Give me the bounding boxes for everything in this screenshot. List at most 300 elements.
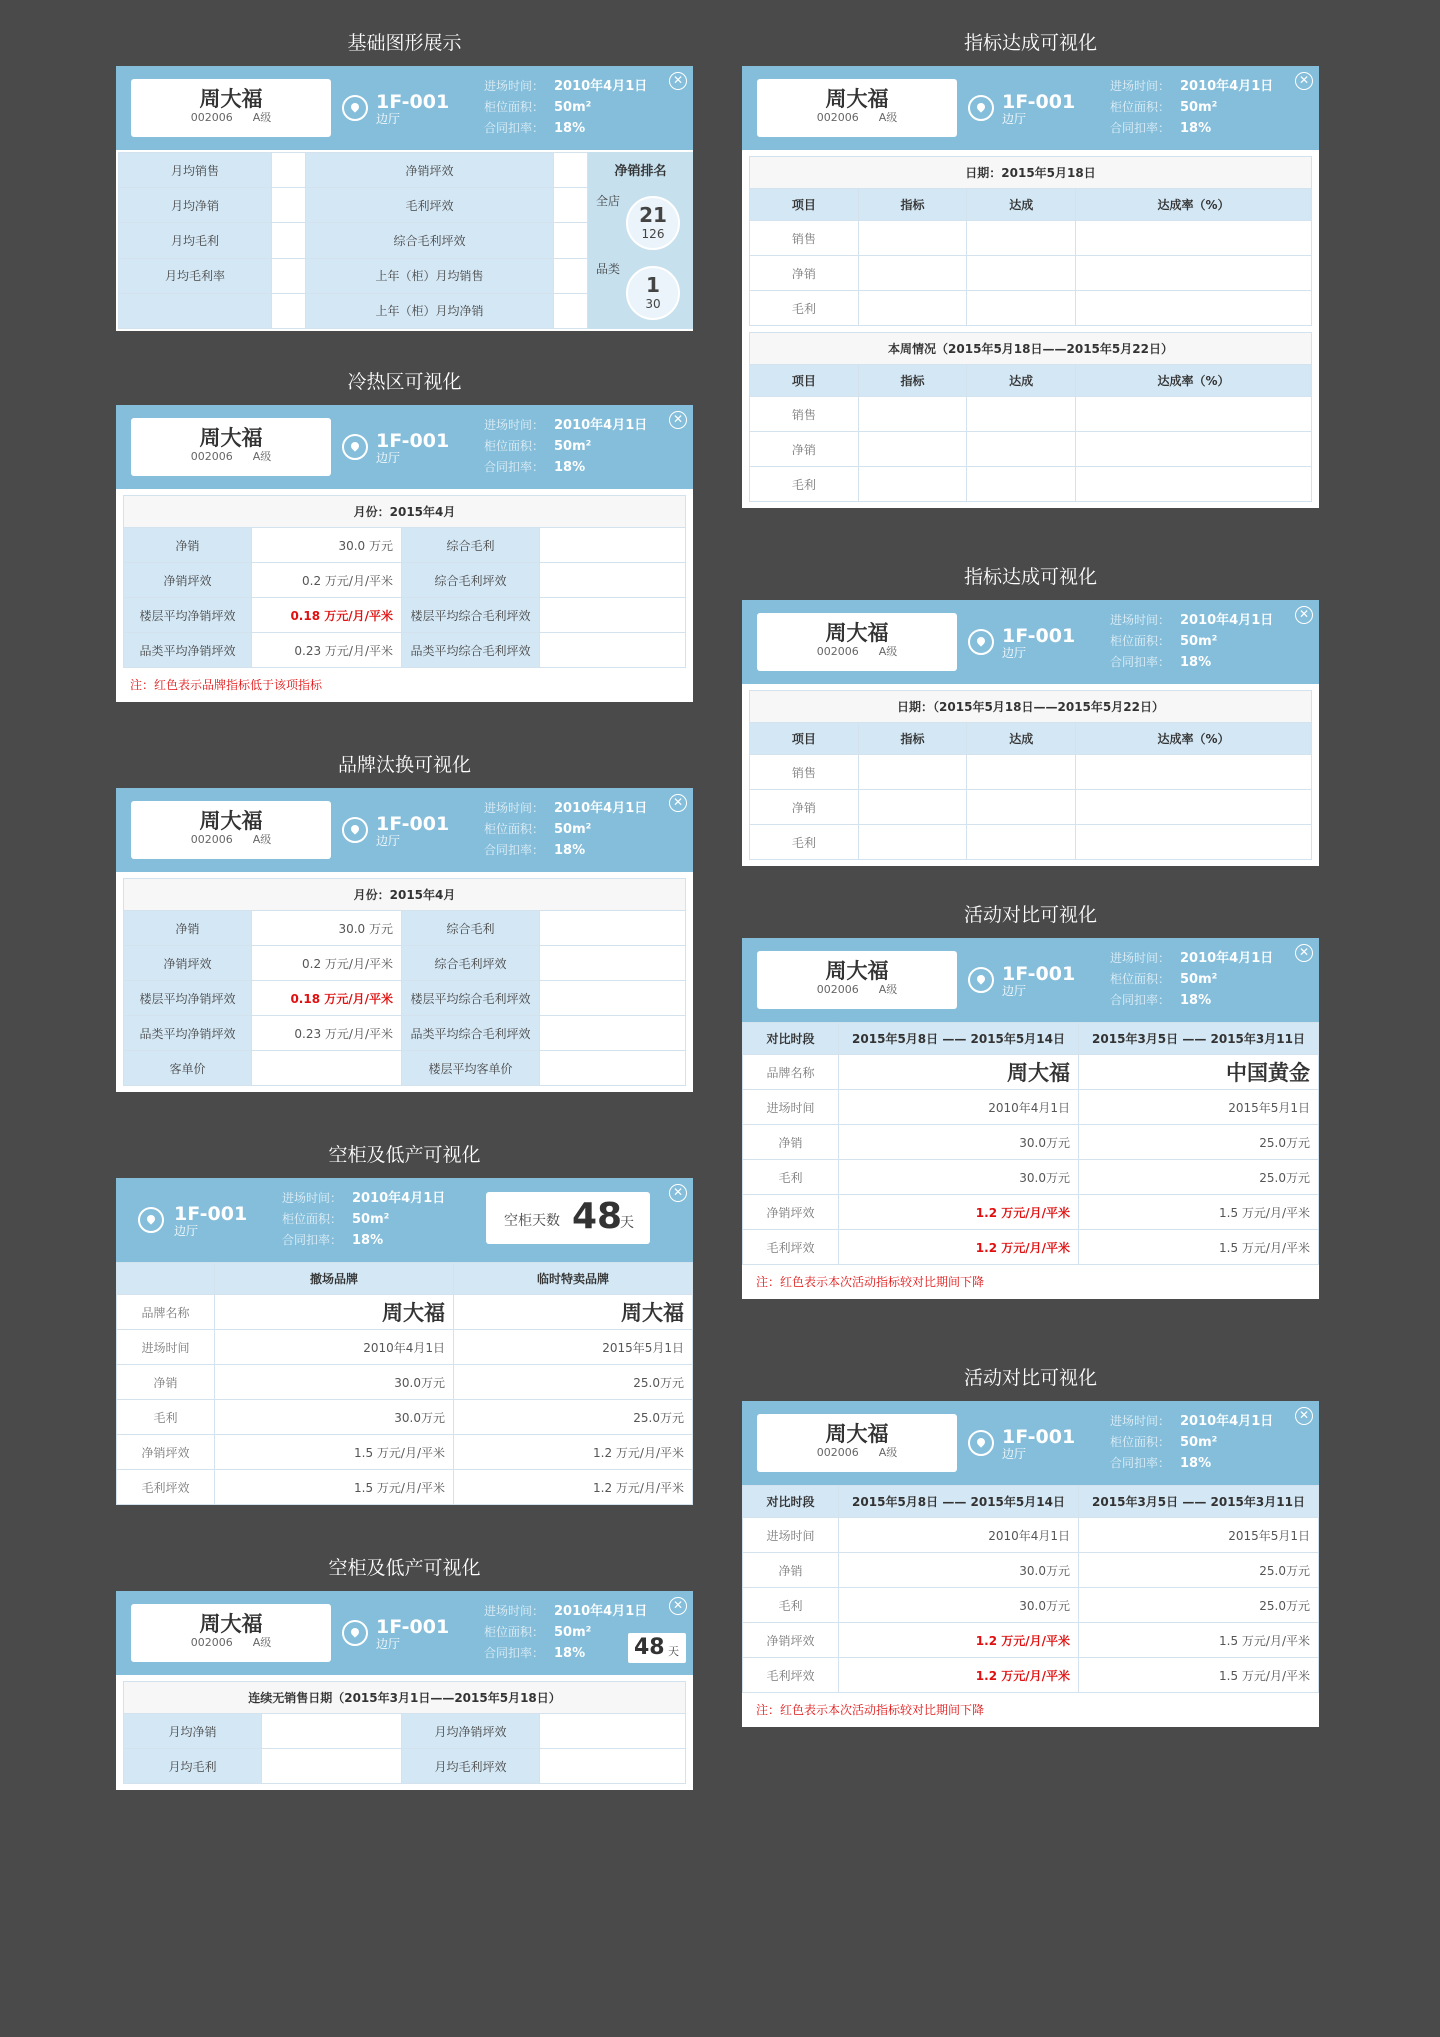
cell: 月均毛利: [119, 223, 272, 258]
target-period-body: [742, 684, 1319, 866]
cell: 净销: [750, 432, 859, 467]
area-label: 柜位面积：: [484, 439, 545, 453]
basic-body: [116, 150, 693, 331]
section-title: 活动对比可视化: [963, 904, 1097, 926]
cell: 中国黄金: [1079, 1055, 1319, 1090]
info-block: [1110, 948, 1273, 1011]
area-value: 50m²: [554, 439, 592, 454]
day-unit: 天: [620, 1215, 634, 1231]
cell: 30.0万元: [215, 1365, 454, 1400]
brand-code: 002006: [816, 645, 859, 658]
brand-grade: A级: [878, 111, 898, 124]
rank-cat-total: 30: [645, 297, 661, 311]
cell: 25.0万元: [1079, 1160, 1319, 1195]
empty-table: [116, 1262, 693, 1505]
cell: 1.2 万元/月/平米: [454, 1470, 693, 1505]
cell: 1.2 万元/月/平米: [839, 1230, 1079, 1265]
cell: 毛利坪效: [117, 1470, 215, 1505]
brand-box: [757, 79, 957, 137]
close-icon[interactable]: ✕: [1295, 72, 1313, 90]
counter-code: 1F-001: [376, 1616, 450, 1638]
cell: 30.0万元: [839, 1553, 1079, 1588]
brand-box: [131, 79, 331, 137]
discount-value: 18%: [352, 1233, 384, 1248]
discount-value: 18%: [554, 1646, 586, 1661]
discount-label: 合同扣率：: [1110, 655, 1171, 669]
cell: 净销坪效: [117, 1435, 215, 1470]
rank-title: 净销排名: [614, 164, 667, 179]
brand-grade: A级: [878, 645, 898, 658]
cell: 2010年4月1日: [839, 1090, 1079, 1125]
entry-label: 进场时间：: [484, 79, 545, 93]
basic-table: [118, 152, 588, 329]
area-label: 柜位面积：: [1110, 1435, 1171, 1449]
brand-code: 002006: [190, 833, 233, 846]
col-header: 指标: [858, 723, 967, 755]
counter-code: 1F-001: [376, 91, 450, 113]
counter-code: 1F-001: [1002, 963, 1076, 985]
cell: 毛利: [117, 1400, 215, 1435]
brand-code: 002006: [816, 111, 859, 124]
info-block: [484, 1601, 647, 1664]
entry-value: 2010年4月1日: [1180, 613, 1274, 628]
day-unit: 天: [668, 1645, 679, 1658]
brand-box: [131, 801, 331, 859]
area-value: 50m²: [554, 100, 592, 115]
hall-label: 边厅: [376, 451, 401, 465]
cell: 25.0万元: [454, 1365, 693, 1400]
discount-label: 合同扣率：: [484, 1646, 545, 1660]
cell: 2015年5月1日: [1079, 1518, 1319, 1553]
info-block: [484, 415, 647, 478]
card-compare-2: [742, 1401, 1319, 1727]
brand-box: [757, 951, 957, 1009]
cell: 综合毛利坪效: [305, 223, 553, 258]
brand-grade: A级: [252, 833, 272, 846]
hall-label: 边厅: [174, 1224, 199, 1238]
discount-value: 18%: [554, 460, 586, 475]
cell: 毛利: [750, 825, 859, 860]
compare-table: [742, 1022, 1319, 1265]
cell: 毛利: [743, 1588, 839, 1623]
entry-label: 进场时间：: [282, 1191, 343, 1205]
cell: 周大福: [454, 1295, 693, 1330]
entry-value: 2010年4月1日: [554, 1604, 648, 1619]
info-block: [484, 76, 647, 139]
brand-name: 周大福: [199, 426, 263, 450]
card-lowprod: [116, 1591, 693, 1790]
brand-name: 周大福: [825, 87, 889, 111]
cell: 上年（柜）月均销售: [305, 258, 553, 293]
card-header: [116, 66, 693, 150]
info-block: [1110, 1411, 1273, 1474]
card-target-period: [742, 600, 1319, 866]
card-target: [742, 66, 1319, 508]
col-header: 项目: [750, 723, 859, 755]
cell: 净销坪效: [124, 946, 252, 981]
note-text: 注：红色表示本次活动指标较对比期间下降: [756, 1275, 985, 1289]
hall-label: 边厅: [376, 1637, 401, 1651]
right-column: [742, 20, 1319, 1727]
card-hotcold: [116, 405, 693, 702]
cell: 2015年5月1日: [454, 1330, 693, 1365]
discount-value: 18%: [1180, 993, 1212, 1008]
cell: 30.0 万元: [252, 911, 402, 946]
rank-cat-num: 1: [646, 273, 660, 297]
cell: 0.23 万元/月/平米: [252, 633, 402, 668]
area-value: 50m²: [554, 822, 592, 837]
rank-store-label: 全店: [596, 194, 621, 208]
card-header: [742, 600, 1319, 684]
discount-value: 18%: [1180, 121, 1212, 136]
cell: 毛利: [743, 1160, 839, 1195]
cell: 净销: [117, 1365, 215, 1400]
cell: 进场时间: [743, 1090, 839, 1125]
lowprod-body: [116, 1675, 693, 1790]
col-header: 对比时段: [743, 1023, 839, 1055]
area-label: 柜位面积：: [1110, 634, 1171, 648]
hall-label: 边厅: [1002, 646, 1027, 660]
cell: 销售: [750, 397, 859, 432]
info-block: [484, 798, 647, 861]
location-pin-icon: [342, 95, 368, 121]
brand-name: 周大福: [199, 809, 263, 833]
cell: 上年（柜）月均净销: [305, 293, 553, 328]
cell: 月均毛利: [124, 1749, 262, 1784]
cell: 月均净销坪效: [402, 1714, 540, 1749]
brand-grade: A级: [252, 1636, 272, 1649]
col-header: 达成: [967, 365, 1076, 397]
location-pin-icon: [342, 434, 368, 460]
area-label: 柜位面积：: [484, 822, 545, 836]
discount-label: 合同扣率：: [484, 460, 545, 474]
cell: 25.0万元: [454, 1400, 693, 1435]
entry-value: 2010年4月1日: [554, 79, 648, 94]
cell: 综合毛利: [402, 528, 540, 563]
cell: 30.0万元: [215, 1400, 454, 1435]
cell: 楼层平均净销坪效: [124, 598, 252, 633]
brand-box: [131, 418, 331, 476]
brand-code: 002006: [816, 1446, 859, 1459]
entry-label: 进场时间：: [1110, 1414, 1171, 1428]
cell: 综合毛利坪效: [402, 563, 540, 598]
entry-label: 进场时间：: [1110, 951, 1171, 965]
rank-cat-label: 品类: [596, 262, 621, 276]
section-title: 指标达成可视化: [963, 566, 1097, 588]
hall-label: 边厅: [376, 112, 401, 126]
col-header: 2015年3月5日 —— 2015年3月11日: [1079, 1023, 1319, 1055]
cell: 楼层平均综合毛利坪效: [402, 981, 540, 1016]
discount-label: 合同扣率：: [282, 1233, 343, 1247]
card-header: [116, 788, 693, 872]
area-label: 柜位面积：: [1110, 100, 1171, 114]
cell: 1.5 万元/月/平米: [1079, 1230, 1319, 1265]
cell: 1.2 万元/月/平米: [839, 1658, 1079, 1693]
cell: 30.0万元: [839, 1588, 1079, 1623]
swap-table: [123, 878, 686, 1086]
hotcold-body: [116, 489, 693, 668]
lowprod-table: [123, 1681, 686, 1784]
rank-store-total: 126: [641, 227, 665, 241]
col-header: 达成: [967, 189, 1076, 221]
entry-value: 2010年4月1日: [1180, 1414, 1274, 1429]
section-title: 空柜及低产可视化: [328, 1557, 481, 1579]
section-title: 冷热区可视化: [347, 371, 462, 393]
brand-box: [757, 1414, 957, 1472]
period-caption: 连续无销售日期（2015年3月1日——2015年5月18日）: [124, 1682, 686, 1714]
target-body: [742, 150, 1319, 326]
area-value: 50m²: [1180, 972, 1218, 987]
col-header: 达成率（%）: [1076, 723, 1312, 755]
discount-value: 18%: [554, 843, 586, 858]
compare-table-2: [742, 1485, 1319, 1693]
date-caption: 日期：2015年5月18日: [750, 157, 1312, 189]
hotcold-table: [123, 495, 686, 668]
cell: 0.18 万元/月/平米: [252, 981, 402, 1016]
cell: 楼层平均客单价: [402, 1051, 540, 1086]
section-title: 活动对比可视化: [963, 1367, 1097, 1389]
cell: 1.2 万元/月/平米: [839, 1195, 1079, 1230]
cell: 周大福: [215, 1295, 454, 1330]
close-icon[interactable]: ✕: [669, 794, 687, 812]
brand-grade: A级: [252, 111, 272, 124]
cell: 25.0万元: [1079, 1125, 1319, 1160]
cell: 品类平均净销坪效: [124, 633, 252, 668]
area-label: 柜位面积：: [282, 1212, 343, 1226]
cell: 综合毛利: [402, 911, 540, 946]
cell: 净销坪效: [124, 563, 252, 598]
card-header: [742, 66, 1319, 150]
cell: 品牌名称: [117, 1295, 215, 1330]
hall-label: 边厅: [1002, 1447, 1027, 1461]
cell: 客单价: [124, 1051, 252, 1086]
card-header: [742, 1401, 1319, 1485]
cell: 毛利: [750, 467, 859, 502]
area-label: 柜位面积：: [484, 100, 545, 114]
col-header: 2015年5月8日 —— 2015年5月14日: [839, 1023, 1079, 1055]
brand-name: 周大福: [825, 621, 889, 645]
close-icon[interactable]: ✕: [669, 411, 687, 429]
empty-days-label: 空柜天数: [504, 1213, 560, 1229]
close-icon[interactable]: ✕: [669, 1184, 687, 1202]
cell: 2015年5月1日: [1079, 1090, 1319, 1125]
discount-value: 18%: [1180, 655, 1212, 670]
info-block: [282, 1188, 445, 1251]
left-column: [116, 20, 693, 1790]
cell: 2010年4月1日: [839, 1518, 1079, 1553]
close-icon[interactable]: ✕: [669, 1597, 687, 1615]
rank-store-num: 21: [639, 203, 667, 227]
cell: 进场时间: [117, 1330, 215, 1365]
empty-days-box: [486, 1192, 650, 1244]
cell: 品类平均综合毛利坪效: [402, 633, 540, 668]
location-pin-icon: [342, 817, 368, 843]
cell: 周大福: [839, 1055, 1079, 1090]
hall-label: 边厅: [1002, 984, 1027, 998]
cell: 毛利: [750, 291, 859, 326]
cell: 月均销售: [119, 153, 272, 188]
discount-label: 合同扣率：: [1110, 993, 1171, 1007]
counter-code: 1F-001: [174, 1203, 248, 1225]
days-box: [628, 1633, 686, 1663]
counter-code: 1F-001: [376, 813, 450, 835]
brand-code: 002006: [190, 1636, 233, 1649]
close-icon[interactable]: ✕: [1295, 606, 1313, 624]
close-icon[interactable]: ✕: [1295, 1407, 1313, 1425]
cell: 净销: [743, 1125, 839, 1160]
cell: 毛利坪效: [743, 1230, 839, 1265]
cell: 毛利坪效: [743, 1658, 839, 1693]
cell: 净销: [750, 256, 859, 291]
entry-label: 进场时间：: [484, 801, 545, 815]
card-header: [116, 1178, 693, 1262]
close-icon[interactable]: ✕: [669, 72, 687, 90]
section-title: 指标达成可视化: [963, 32, 1097, 54]
rank-panel: [588, 152, 693, 329]
area-label: 柜位面积：: [484, 1625, 545, 1639]
col-header: 临时特卖品牌: [454, 1263, 693, 1295]
cell: 25.0万元: [1079, 1588, 1319, 1623]
brand-code: 002006: [190, 450, 233, 463]
counter-code: 1F-001: [376, 430, 450, 452]
cell: 月均净销: [119, 188, 272, 223]
entry-value: 2010年4月1日: [1180, 79, 1274, 94]
brand-name: 周大福: [825, 1422, 889, 1446]
cell: 0.2 万元/月/平米: [252, 563, 402, 598]
week-caption: 本周情况（2015年5月18日——2015年5月22日）: [750, 333, 1312, 365]
cell: 2010年4月1日: [215, 1330, 454, 1365]
empty-days-value: 48: [572, 1196, 623, 1237]
counter-code: 1F-001: [1002, 91, 1076, 113]
cell: 净销坪效: [743, 1195, 839, 1230]
target-week-table: [749, 332, 1312, 502]
counter-code: 1F-001: [1002, 625, 1076, 647]
location-pin-icon: [968, 967, 994, 993]
info-block: [1110, 610, 1273, 673]
section-title: 品牌汰换可视化: [337, 754, 471, 776]
card-compare: [742, 938, 1319, 1299]
cell: 净销坪效: [743, 1623, 839, 1658]
entry-value: 2010年4月1日: [352, 1191, 446, 1206]
col-header: 项目: [750, 365, 859, 397]
cell: 1.2 万元/月/平米: [454, 1435, 693, 1470]
cell: 进场时间: [743, 1518, 839, 1553]
card-header: [116, 405, 693, 489]
col-header: 达成率（%）: [1075, 365, 1311, 397]
cell: 净销: [750, 790, 859, 825]
hall-label: 边厅: [1002, 112, 1027, 126]
col-header: 达成率（%）: [1076, 189, 1312, 221]
entry-label: 进场时间：: [484, 418, 545, 432]
cell: 1.5 万元/月/平米: [1079, 1658, 1319, 1693]
date-caption: 日期：（2015年5月18日——2015年5月22日）: [750, 691, 1312, 723]
cell: 0.23 万元/月/平米: [252, 1016, 402, 1051]
entry-label: 进场时间：: [484, 1604, 545, 1618]
section-title: 空柜及低产可视化: [328, 1144, 481, 1166]
discount-label: 合同扣率：: [1110, 1456, 1171, 1470]
cell: 楼层平均净销坪效: [124, 981, 252, 1016]
cell: 销售: [750, 221, 859, 256]
cell: 净销: [124, 528, 252, 563]
brand-code: 002006: [816, 983, 859, 996]
brand-name: 周大福: [199, 1612, 263, 1636]
brand-name: 周大福: [199, 87, 263, 111]
discount-value: 18%: [554, 121, 586, 136]
area-value: 50m²: [352, 1212, 390, 1227]
swap-body: [116, 872, 693, 1092]
area-value: 50m²: [1180, 634, 1218, 649]
note-text: 注：红色表示本次活动指标较对比期间下降: [756, 1703, 985, 1717]
brand-box: [131, 1604, 331, 1662]
cell: 净销坪效: [305, 153, 553, 188]
cell: 月均毛利率: [119, 258, 272, 293]
days-value: 48: [634, 1635, 665, 1660]
discount-value: 18%: [1180, 1456, 1212, 1471]
location-pin-icon: [968, 629, 994, 655]
section-title: 基础图形展示: [347, 32, 462, 54]
cell: [252, 1051, 402, 1086]
rank-cat-badge: [626, 266, 680, 320]
cell: 毛利坪效: [305, 188, 553, 223]
month-caption: 月份：2015年4月: [124, 879, 686, 911]
brand-grade: A级: [878, 1446, 898, 1459]
counter-code: 1F-001: [1002, 1426, 1076, 1448]
entry-value: 2010年4月1日: [554, 418, 648, 433]
cell: 30.0万元: [839, 1160, 1079, 1195]
rank-store-badge: [626, 196, 680, 250]
cell: 销售: [750, 755, 859, 790]
cell: 0.18 万元/月/平米: [252, 598, 402, 633]
col-header: 达成: [967, 723, 1076, 755]
col-header: 2015年5月8日 —— 2015年5月14日: [839, 1486, 1079, 1518]
col-header: 项目: [750, 189, 859, 221]
entry-label: 进场时间：: [1110, 613, 1171, 627]
discount-label: 合同扣率：: [1110, 121, 1171, 135]
cell: 1.5 万元/月/平米: [1079, 1623, 1319, 1658]
entry-value: 2010年4月1日: [554, 801, 648, 816]
target-period-table: [749, 690, 1312, 860]
cell: 0.2 万元/月/平米: [252, 946, 402, 981]
col-header: 指标: [858, 189, 967, 221]
cell: 品类平均综合毛利坪效: [402, 1016, 540, 1051]
close-icon[interactable]: ✕: [1295, 944, 1313, 962]
col-header: 2015年3月5日 —— 2015年3月11日: [1079, 1486, 1319, 1518]
area-value: 50m²: [1180, 1435, 1218, 1450]
card-basic: [116, 66, 693, 331]
cell: 净销: [743, 1553, 839, 1588]
cell: 月均净销: [124, 1714, 262, 1749]
brand-name: 周大福: [825, 959, 889, 983]
entry-label: 进场时间：: [1110, 79, 1171, 93]
area-value: 50m²: [1180, 100, 1218, 115]
brand-grade: A级: [252, 450, 272, 463]
target-week-body: [742, 326, 1319, 508]
brand-box: [757, 613, 957, 671]
cell: 净销: [124, 911, 252, 946]
location-pin-icon: [968, 1430, 994, 1456]
cell: 品牌名称: [743, 1055, 839, 1090]
info-block: [1110, 76, 1273, 139]
card-empty: [116, 1178, 693, 1505]
cell: 1.5 万元/月/平米: [1079, 1195, 1319, 1230]
target-table: [749, 156, 1312, 326]
col-header: 撤场品牌: [215, 1263, 454, 1295]
card-swap: [116, 788, 693, 1092]
cell: 1.2 万元/月/平米: [839, 1623, 1079, 1658]
location-pin-icon: [138, 1207, 164, 1233]
note-text: 注：红色表示品牌指标低于该项指标: [130, 678, 323, 692]
discount-label: 合同扣率：: [484, 121, 545, 135]
